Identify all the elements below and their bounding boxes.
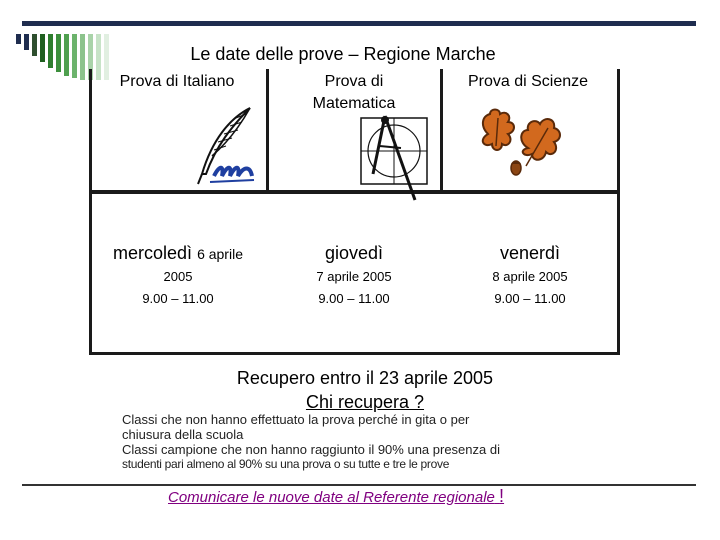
note-line-2: chiusura della scuola — [122, 427, 244, 442]
date-italiano — [88, 266, 268, 310]
slide-title: Le date delle prove – Regione Marche — [190, 44, 496, 64]
referente-link[interactable] — [168, 486, 504, 507]
date-scienze-date: 8 aprile 2005 — [492, 269, 568, 284]
day-italiano-suffix: 6 aprile — [197, 246, 243, 262]
quill-pen-icon — [190, 104, 262, 186]
date-italiano-year: 2005 — [163, 269, 193, 284]
recupero-block — [180, 366, 550, 414]
recupero-question: Chi recupera ? — [305, 392, 425, 412]
time-scienze: 9.00 – 11.00 — [494, 291, 566, 306]
day-italiano-weekday: mercoledì — [113, 243, 193, 263]
note-line-1: Classi che non hanno effettuato la prova perché in gita o per — [122, 412, 470, 427]
date-matematica — [264, 266, 444, 310]
oak-leaves-icon — [468, 104, 568, 178]
exclamation-mark: ! — [499, 486, 505, 506]
header-matematica-line1: Prova di — [324, 73, 384, 90]
recupero-deadline: Recupero entro il 23 aprile 2005 — [236, 368, 494, 388]
note-line-4: studenti pari almeno al 90% su una prova o su tutte e tre le prove — [122, 457, 450, 471]
header-italiano: Prova di Italiano — [119, 73, 235, 90]
note-line-3: Classi campione che non hanno raggiunto il 90% una presenza di — [122, 442, 500, 457]
header-matematica-line2: Matematica — [312, 95, 396, 112]
time-italiano: 9.00 – 11.00 — [142, 291, 214, 306]
time-matematica: 9.00 – 11.00 — [318, 291, 390, 306]
top-title-rule — [22, 21, 696, 26]
date-matematica-date: 7 aprile 2005 — [316, 269, 392, 284]
compass-drawing-icon — [355, 112, 433, 204]
referente-link-text[interactable]: Comunicare le nuove date al Referente regionale — [168, 489, 495, 506]
day-scienze: venerdì — [499, 243, 561, 263]
day-italiano — [88, 243, 268, 264]
header-matematica — [269, 71, 439, 115]
header-scienze: Prova di Scienze — [467, 73, 589, 90]
day-matematica: giovedì — [324, 243, 384, 263]
recupero-notes — [122, 412, 592, 472]
date-scienze — [440, 266, 620, 310]
